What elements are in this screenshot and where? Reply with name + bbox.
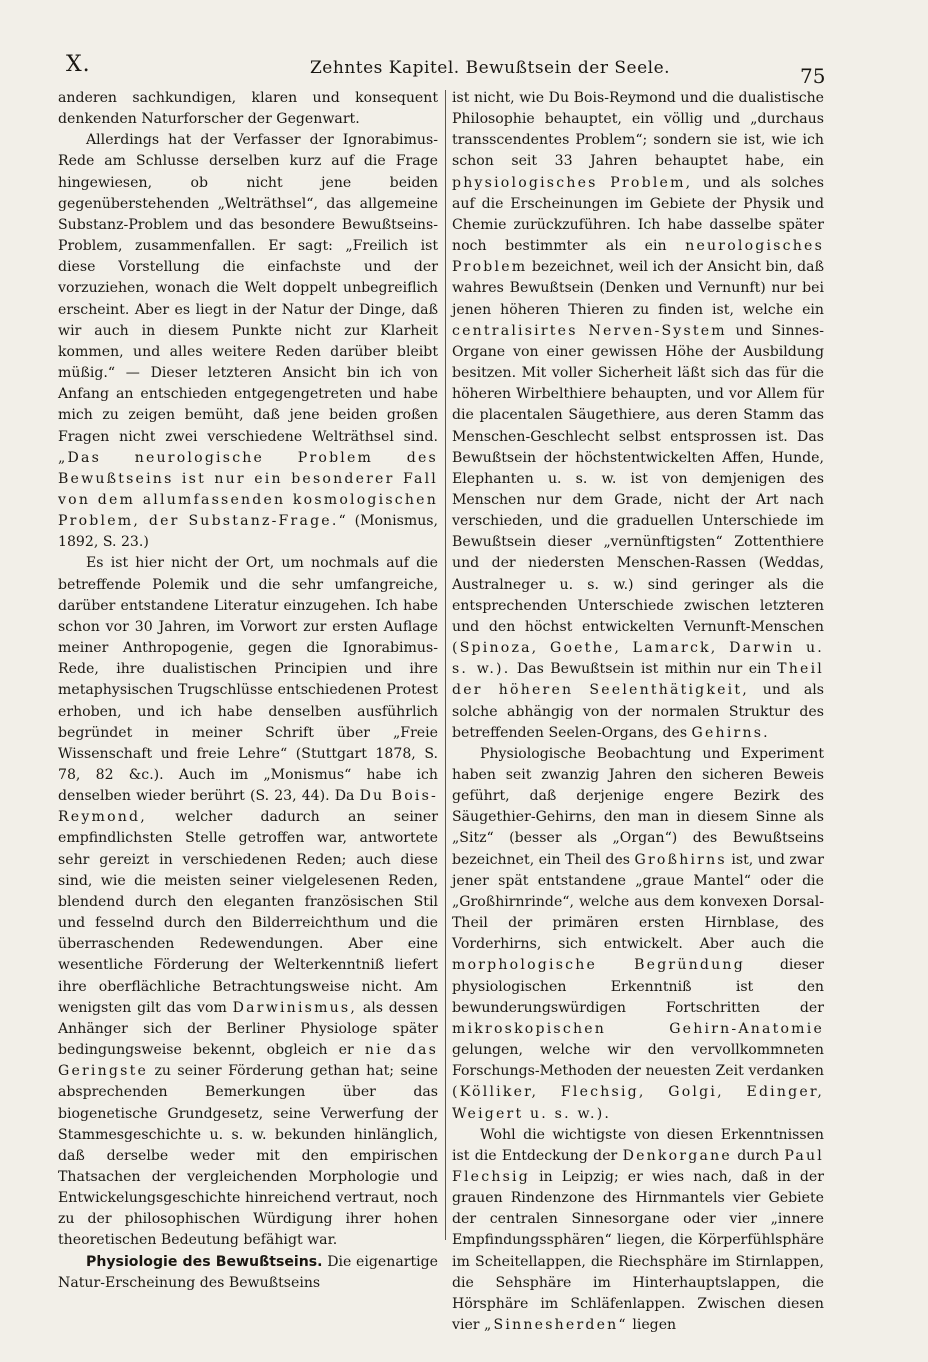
- paragraph: [452, 1125, 824, 1337]
- column-divider: [445, 90, 446, 1240]
- paragraph: [58, 1252, 438, 1294]
- paragraph: [58, 130, 438, 553]
- spaced-names: (Kölliker, Flechsig, Golgi, Edinger, Weigert u. s. w.).: [452, 1084, 824, 1122]
- spaced-term: neurologisches Problem: [452, 238, 825, 276]
- text-span: Wohl die wichtigste von diesen Erkenntnissen ist die Entdeckung der: [452, 1126, 824, 1164]
- spaced-term: Großhirns: [634, 851, 727, 868]
- spaced-term: mikroskopischen Gehirn-Anatomie: [452, 1020, 824, 1037]
- text-span: Die eigenartige Natur-Erscheinung des Bewußtseins: [58, 1253, 439, 1291]
- running-title: Zehntes Kapitel. Bewußtsein der Seele.: [310, 58, 671, 78]
- text-span: als dessen Anhänger sich der Berliner Physiologe später bedingungsweise bekennt, obgleich er: [58, 999, 439, 1059]
- text-span: und als solches auf die Erscheinungen im Gebiete der Physik und Chemie zurückzuführen. Ich habe dasselbe später noch bestimmter als ein: [452, 174, 824, 255]
- text-span: dieser physiologischen Erkenntniß ist den bewunderungswürdigen Fortschritten der: [452, 957, 825, 1016]
- paragraph: [58, 553, 438, 1251]
- paragraph: [452, 744, 824, 1125]
- spaced-term: „Sinnesherden“: [484, 1317, 628, 1334]
- text-span: und Sinnes-Organe von einer gewissen Höhe der Ausbildung besitzen. Mit voller Sicherheit läßt sich das für die höheren Wirbelthiere behaupten, und vor Allem für die placentalen Säugethiere, aus deren Stamm das Menschen-Geschlecht selbst entsprossen ist. Das Bewußtsein der höchstentwickelten Affen, Hunde, Elephanten u. s. w. ist von demjenigen des Menschen nur dem Grade, nicht der Art nach verschieden, und die graduellen Unterschiede im Bewußtsein dieser „vernünftigsten“ Zottenthiere und der niedersten Menschen-Rassen (Weddas, Australneger u. s. w.) sind geringer als die entsprechenden Unterschiede zwischen letzteren und den höchst entwickelten Vernunft-Menschen: [452, 322, 825, 635]
- text-span: bezeichnet, weil ich der Ansicht bin, daß wahres Bewußtsein (Denken und Vernunft) nur bei jenen höheren Thieren zu finden ist, welche ein: [452, 259, 824, 318]
- text-span: anderen sachkundigen, klaren und konsequent denkenden Naturforscher der Gegenwart.: [58, 90, 438, 128]
- paragraph: [58, 88, 438, 130]
- spaced-name: Paul Flechsig: [452, 1147, 825, 1185]
- citation: (Monismus, 1892, S. 23.): [58, 513, 438, 551]
- text-span: und als solche abhängig von der normalen Struktur des betreffenden Seelen-Organs, des: [452, 682, 824, 741]
- spaced-name: Du Bois-Reymond,: [58, 788, 438, 826]
- text-span: liegen: [632, 1317, 677, 1334]
- text-span: gelungen, welche wir den vervollkommneten Forschungs-Methoden der neuesten Zeit verdanken: [452, 1042, 824, 1080]
- right-column: [452, 88, 825, 1334]
- running-header: [60, 52, 830, 92]
- text-span: in Leipzig; er wies nach, daß in der grauen Rindenzone des Hirnmantels vier Gebiete der centralen Sinnesorgane oder vier „innere Empfindungssphären“ liegen, die Körperfühlsphäre im Scheitellappen, die Riechsphäre im Stirnlappen, die Sehsphäre im Hinterhauptslappen, die Hörsphäre im Schläfenlappen. Zwischen diesen vier: [452, 1168, 824, 1334]
- text-span: Physiologische Beobachtung und Experiment haben seit zwanzig Jahren den sicheren Beweis geführt, daß derjenige engere Bezirk des Säugethier-Gehirns, den man in diesem Sinne als „Sitz“ (besser als „Organ“) des Bewußtseins bezeichnet, ein Theil des: [452, 745, 824, 868]
- text-span: zu seiner Förderung gethan hat; seine absprechenden Bemerkungen über das biogenetische Grundgesetz, seine Verwerfung der Stammesgeschichte u. s. w. bekunden hinlänglich, daß derselbe weder mit den empirischen Thatsachen der vergleichenden Morphologie und Entwickelungsgeschichte hinreichend vertraut, noch zu der philosophischen Würdigung ihrer hohen theoretischen Bedeutung befähigt war.: [58, 1063, 438, 1249]
- spaced-names: (Spinoza, Goethe, Lamarck, Darwin u. s. w.).: [452, 640, 824, 678]
- text-span: durch: [737, 1147, 780, 1164]
- spaced-term: Theil der höheren Seelenthätigkeit,: [452, 661, 824, 699]
- spaced-term: nie das Geringste: [58, 1042, 438, 1080]
- spaced-term: Gehirns.: [691, 724, 770, 741]
- spaced-quote: „Das neurologische Problem des Bewußtseins ist nur ein besonderer Fall von dem allumfassenden kosmologischen Problem, der Substanz-Frage.“: [58, 449, 438, 530]
- text-span: Das Bewußtsein ist mithin nur ein: [516, 661, 771, 678]
- chapter-number: X.: [66, 52, 91, 77]
- spaced-term: morphologische Begründung: [452, 957, 745, 974]
- left-column: [58, 88, 439, 1291]
- page-number: 75: [800, 64, 826, 88]
- text-span: welcher dadurch an seiner empfindlichsten Stelle getroffen war, antwortete sehr gereizt in verschiedenen Reden; auch diese sind, wie die meisten seiner vielgelesenen Reden, blendend durch den eleganten französischen Stil und fesselnd durch den Bilderreichthum und die überraschenden Redewendungen. Aber eine wesentliche Förderung der Welterkenntniß liefert ihre oberflächliche Betrachtungsweise nicht. Am wenigsten gilt das vom: [58, 809, 438, 1016]
- spaced-term: Denkorgane: [622, 1147, 732, 1164]
- spaced-term: physiologisches Problem,: [452, 174, 693, 191]
- paragraph: [452, 88, 824, 744]
- text-span: Allerdings hat der Verfasser der Ignorabimus-Rede am Schlusse derselben kurz auf die Frage hingewiesen, ob nicht jene beiden gegenüberstehenden „Welträthsel“, das allgemeine Substanz-Problem und das besondere Bewußtseins-Problem, zusammenfallen. Er sagt: „Freilich ist diese Vorstellung die einfachste und der vorzuziehen, wonach die Welt doppelt unbegreiflich erscheint. Aber es liegt in der Natur der Dinge, daß wir auch in diesem Punkte nicht zur Klarheit kommen, und alles weitere Reden darüber bleibt müßig.“ — Dieser letzteren Ansicht bin ich von Anfang an entschieden entgegengetreten und habe mich zu zeigen bemüht, daß jene beiden großen Fragen nicht zwei verschiedene Welträthsel sind.: [58, 132, 438, 445]
- spaced-term: centralisirtes Nerven-System: [452, 322, 727, 339]
- text-span: ist, und zwar jener spät entstandene „graue Mantel“ oder die „Großhirnrinde“, welche aus dem konvexen Dorsal-Theil der primären ersten Hirnblase, des Vorderhirns, sich entwickelt. Aber auch die: [452, 851, 824, 953]
- section-heading: Physiologie des Bewußtseins.: [86, 1253, 323, 1270]
- spaced-term: Darwinismus,: [232, 999, 358, 1016]
- text-span: ist nicht, wie Du Bois-Reymond und die dualistische Philosophie behauptet, ein völlig und „durchaus transscendentes Problem“; sondern sie ist, wie ich schon seit 33 Jahren behauptet habe, ein: [452, 90, 824, 170]
- text-span: Es ist hier nicht der Ort, um nochmals auf die betreffende Polemik und die sehr umfangreiche, darüber entstandene Literatur einzugehen. Ich habe schon vor 30 Jahren, im Vorwort zur ersten Auflage meiner Anthropogenie, gegen die Ignorabimus-Rede, ihre dualistischen Principien und ihre metaphysischen Trugschlüsse entschiedenen Protest erhoben, und ich habe denselben ausführlich begründet in meiner Schrift über „Freie Wissenschaft und freie Lehre“ (Stuttgart 1878, S. 78, 82 &c.). Auch im „Monismus“ habe ich denselben wieder berührt (S. 23, 44). Da: [58, 555, 438, 805]
